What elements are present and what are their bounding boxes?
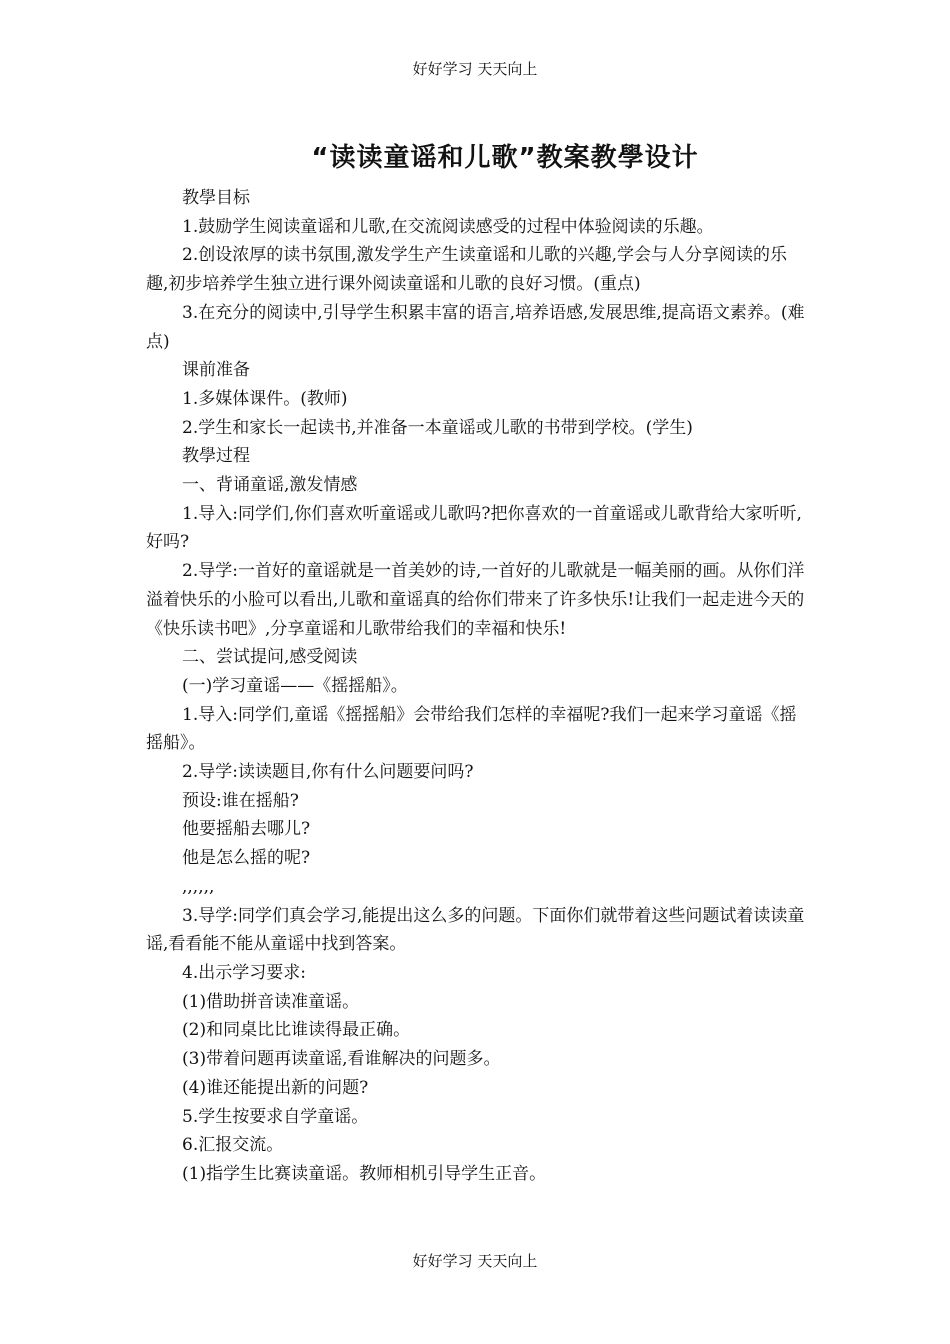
document-title: “读读童谣和儿歌”教案教學设计 <box>311 143 699 173</box>
paragraph: 1.鼓励学生阅读童谣和儿歌,在交流阅读感受的过程中体验阅读的乐趣。 <box>182 216 714 237</box>
paragraph: 2.学生和家长一起读书,并准备一本童谣或儿歌的书带到学校。(学生) <box>182 417 693 438</box>
subsection-heading: 二、尝试提问,感受阅读 <box>182 647 358 668</box>
section-heading-process: 教學过程 <box>182 446 250 467</box>
paragraph: 1.多媒体课件。(教师) <box>182 388 348 409</box>
paragraph: (2)和同桌比比谁读得最正确。 <box>182 1020 411 1041</box>
paragraph: (3)带着问题再读童谣,看谁解决的问题多。 <box>182 1049 501 1070</box>
paragraph: ,,,,,, <box>182 876 215 897</box>
paragraph: (1)借助拼音读准童谣。 <box>182 991 360 1012</box>
paragraph: 2.导学:一首好的童谣就是一首美妙的诗,一首好的儿歌就是一幅美丽的画。从你们洋溢着快乐的小脸可以看出,儿歌和童谣真的给你们带来了许多快乐!让我们一起走进今天的《快乐读书吧》,分享童谣和儿歌带给我们的幸福和快乐! <box>146 561 805 639</box>
paragraph: (1)指学生比赛读童谣。教师相机引导学生正音。 <box>182 1163 547 1184</box>
paragraph: 1.导入:同学们,童谣《摇摇船》会带给我们怎样的幸福呢?我们一起来学习童谣《摇摇船》。 <box>146 704 797 754</box>
paragraph: 2.导学:读读题目,你有什么问题要问吗? <box>182 762 474 783</box>
page-footer: 好好学习 天天向上 <box>412 1252 538 1270</box>
paragraph: 他是怎么摇的呢? <box>182 848 311 869</box>
paragraph: 1.导入:同学们,你们喜欢听童谣或儿歌吗?把你喜欢的一首童谣或儿歌背给大家听听,好吗? <box>146 503 802 553</box>
paragraph: 他要摇船去哪儿? <box>182 819 311 840</box>
paragraph: 5.学生按要求自学童谣。 <box>182 1106 369 1127</box>
subsection-heading: 一、背诵童谣,激发情感 <box>182 475 358 496</box>
section-heading-objectives: 教學目标 <box>182 188 250 208</box>
page-header: 好好学习 天天向上 <box>412 60 538 78</box>
section-heading-preparation: 课前准备 <box>182 360 250 381</box>
paragraph: (4)谁还能提出新的问题? <box>182 1077 369 1098</box>
paragraph: 2.创设浓厚的读书氛围,激发学生产生读童谣和儿歌的兴趣,学会与人分享阅读的乐趣,初步培养学生独立进行课外阅读童谣和儿歌的良好习惯。(重点) <box>146 245 788 295</box>
paragraph: (一)学习童谣——《摇摇船》。 <box>182 675 408 696</box>
paragraph: 6.汇报交流。 <box>182 1135 284 1156</box>
paragraph: 4.出示学习要求: <box>182 962 306 983</box>
paragraph: 3.在充分的阅读中,引导学生积累丰富的语言,培养语感,发展思维,提高语文素养。(难点) <box>146 302 805 352</box>
paragraph: 3.导学:同学们真会学习,能提出这么多的问题。下面你们就带着这些问题试着读读童谣,看看能不能从童谣中找到答案。 <box>146 905 805 955</box>
document-body <box>146 184 806 1189</box>
paragraph: 预设:谁在摇船? <box>182 790 299 811</box>
